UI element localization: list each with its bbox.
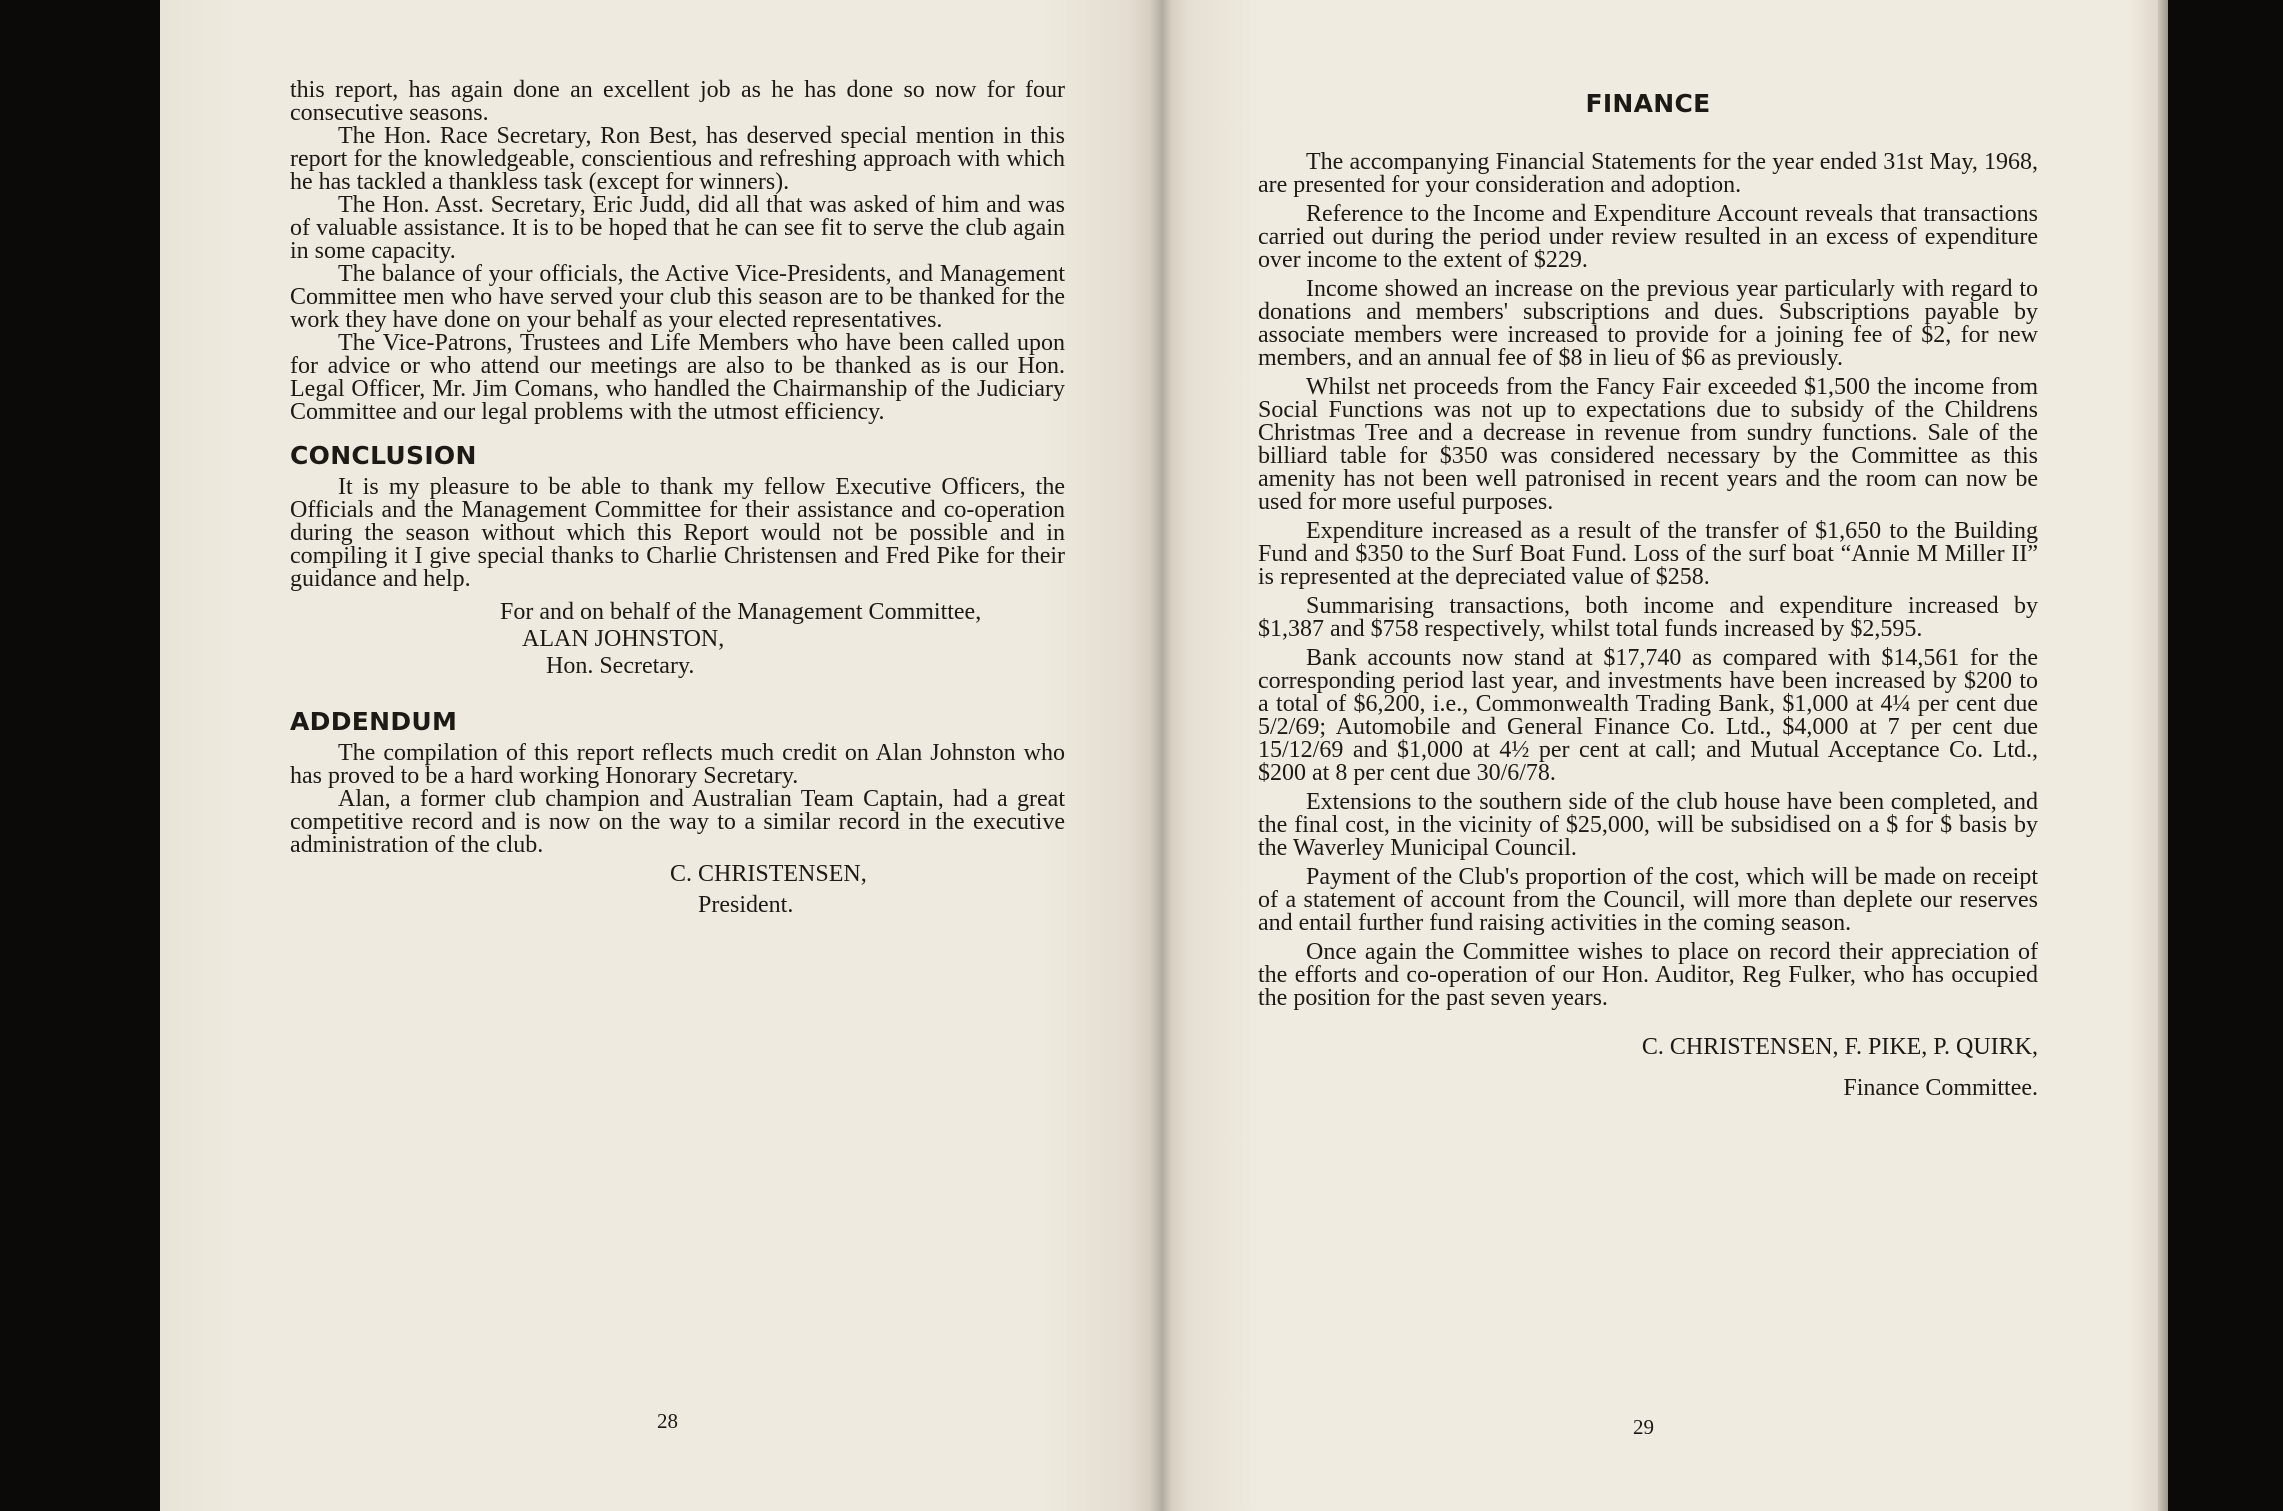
addendum-heading: ADDENDUM — [290, 707, 458, 736]
paragraph: Whilst net proceeds from the Fancy Fair exceeded $1,500 the income from Social Functions was not up to expectations due to subsidy of the Childrens Christmas Tree and a decrease in revenue from sundry functions. Sale of the billiard table for $350 was considered necessary by the Committee as this amenity has not been well patronised in recent years and the room can now be used for more useful purposes. — [1258, 374, 2038, 515]
signature-name: ALAN JOHNSTON, — [522, 626, 725, 652]
signature-line: For and on behalf of the Management Committee, — [500, 599, 982, 625]
paragraph: Expenditure increased as a result of the transfer of $1,650 to the Building Fund and $350 to the Surf Boat Fund. Loss of the surf boat “Annie M Miller II” is represented at the depreciated value of $258. — [1258, 518, 2038, 590]
page-edge — [2158, 0, 2168, 1511]
book-gutter — [1150, 0, 1172, 1511]
right-page-text — [1258, 151, 2038, 1106]
paragraph: Summarising transactions, both income and expenditure increased by $1,387 and $758 respectively, whilst total funds increased by $2,595. — [1258, 593, 2038, 642]
signature-title: Finance Committee. — [1843, 1075, 2038, 1101]
left-page-text — [290, 79, 1065, 917]
paragraph: Income showed an increase on the previous year particularly with regard to donations and members' subscriptions and dues. Subscriptions payable by associate members were increased to provide for a joining fee of $2, for new members, and an annual fee of $8 in lieu of $6 as previously. — [1258, 276, 2038, 371]
paragraph: The Hon. Race Secretary, Ron Best, has deserved special mention in this report for the knowledgeable, conscientious and refreshing approach with which he has tackled a thankless task (except for winners). — [290, 123, 1065, 195]
paragraph: Bank accounts now stand at $17,740 as compared with $14,561 for the corresponding period last year, and investments have been increased by $200 to a total of $6,200, i.e., Commonwealth Trading Bank, $1,000 at 4¼ per cent due 5/2/69; Automobile and General Finance Co. Ltd., $4,000 at 7 per cent due 15/12/69 and $1,000 at 4½ per cent at call; and Mutual Acceptance Co. Ltd., $200 at 8 per cent due 30/6/78. — [1258, 645, 2038, 786]
paragraph: The Hon. Asst. Secretary, Eric Judd, did all that was asked of him and was of valuable assistance. It is to be hoped that he can see fit to serve the club again in some capacity. — [290, 192, 1065, 264]
conclusion-text: It is my pleasure to be able to thank my fellow Executive Officers, the Officials and the Management Committee for their assistance and co-operation during the season without which this Report would not be possible and in compiling it I give special thanks to Charlie Christensen and Fred Pike for their guidance and help. — [290, 474, 1065, 592]
signature-title: President. — [698, 892, 794, 918]
page-number: 29 — [1633, 1415, 1654, 1439]
finance-heading: FINANCE — [1585, 89, 1711, 118]
page-number: 28 — [657, 1409, 678, 1433]
paragraph: Once again the Committee wishes to place on record their appreciation of the efforts and co-operation of our Hon. Auditor, Reg Fulker, who has occupied the position for the past seven years. — [1258, 939, 2038, 1011]
paragraph: this report, has again done an excellent job as he has done so now for four consecutive seasons. — [290, 77, 1065, 126]
addendum-text: The compilation of this report reflects much credit on Alan Johnston who has proved to be a hard working Honorary Secretary. — [290, 740, 1065, 789]
finance-heading-wrap — [1258, 90, 2038, 118]
paragraph: Reference to the Income and Expenditure Account reveals that transactions carried out during the period under review resulted in an excess of expenditure over income to the extent of $229. — [1258, 201, 2038, 273]
signature-title: Hon. Secretary. — [546, 653, 695, 679]
paragraph: Payment of the Club's proportion of the cost, which will be made on receipt of a statement of account from the Council, will more than deplete our reserves and entail further fund raising activities in the coming season. — [1258, 864, 2038, 936]
paragraph: The accompanying Financial Statements for the year ended 31st May, 1968, are presented for your consideration and adoption. — [1258, 149, 2038, 198]
signature-name: C. CHRISTENSEN, — [670, 861, 867, 887]
addendum-text: Alan, a former club champion and Australian Team Captain, had a great competitive record and is now on the way to a similar record in the executive administration of the club. — [290, 786, 1065, 858]
signature-names: C. CHRISTENSEN, F. PIKE, P. QUIRK, — [1641, 1034, 2038, 1060]
paragraph: The balance of your officials, the Active Vice-Presidents, and Management Committee men who have served your club this season are to be thanked for the work they have done on your behalf as your elected representatives. — [290, 261, 1065, 333]
conclusion-heading: CONCLUSION — [290, 441, 477, 470]
paragraph: The Vice-Patrons, Trustees and Life Members who have been called upon for advice or who attend our meetings are also to be thanked as is our Hon. Legal Officer, Mr. Jim Comans, who handled the Chairmanship of the Judiciary Committee and our legal problems with the utmost efficiency. — [290, 330, 1065, 425]
paragraph: Extensions to the southern side of the club house have been completed, and the final cost, in the vicinity of $25,000, will be subsidised on a $ for $ basis by the Waverley Municipal Council. — [1258, 789, 2038, 861]
